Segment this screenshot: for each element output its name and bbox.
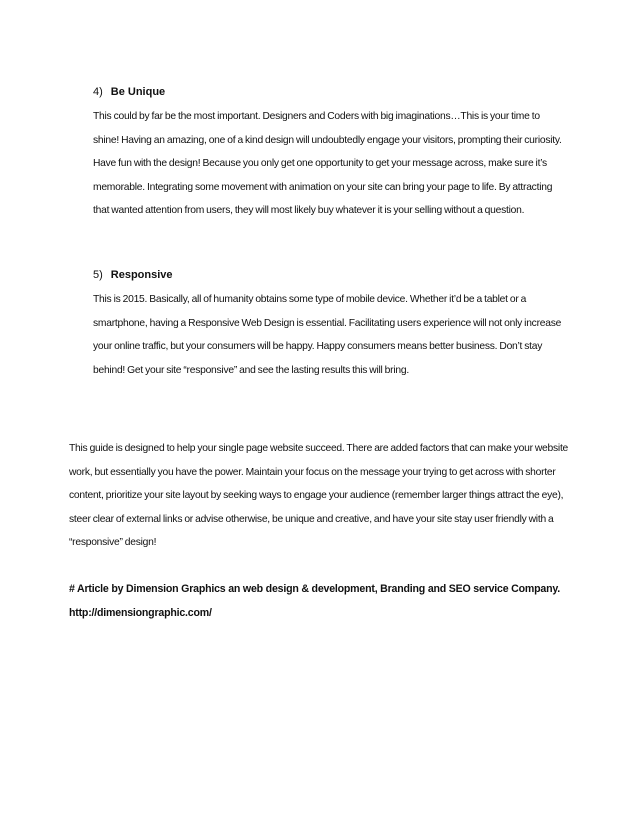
- section-number: 5): [93, 269, 103, 281]
- section-responsive: [93, 268, 563, 382]
- section-heading: [93, 85, 563, 100]
- section-be-unique: [93, 85, 563, 223]
- section-body: This is 2015. Basically, all of humanity obtains some type of mobile device. Whether it’d be a tablet or a smartphone, having a Responsive Web Design is essential. Facilitating users experience will not only increase your online traffic, but your consumers will be happy. Happy consumers means better business. Don’t stay behind! Get your site “responsive” and see the lasting results this will bring.: [93, 294, 562, 376]
- section-heading: [93, 268, 563, 283]
- section-title: Responsive: [110, 269, 173, 281]
- article-credit: # Article by Dimension Graphics an web design & development, Branding and SEO service Company. http://dimensiongraphic.com/: [69, 583, 561, 619]
- section-number: 4): [93, 86, 103, 98]
- section-title: Be Unique: [110, 86, 166, 98]
- closing-paragraph: This guide is designed to help your single page website succeed. There are added factors that can make your website work, but essentially you have the power. Maintain your focus on the message your trying to get across with shorter content, prioritize your site layout by seeking ways to engage your audience (remember larger things attract the eye), steer clear of external links or advise otherwise, be unique and creative, and have your site stay user friendly with a “responsive” design!: [69, 443, 569, 548]
- section-body: This could by far be the most important. Designers and Coders with big imaginations…This is your time to shine! Having an amazing, one of a kind design will undoubtedly engage your visitors, prompting their curiosity. Have fun with the design! Because you only get one opportunity to get your message across, make sure it’s memorable. Integrating some movement with animation on your site can bring your page to life. By attracting that wanted attention from users, they will most likely buy whatever it is your selling without a question.: [93, 111, 562, 216]
